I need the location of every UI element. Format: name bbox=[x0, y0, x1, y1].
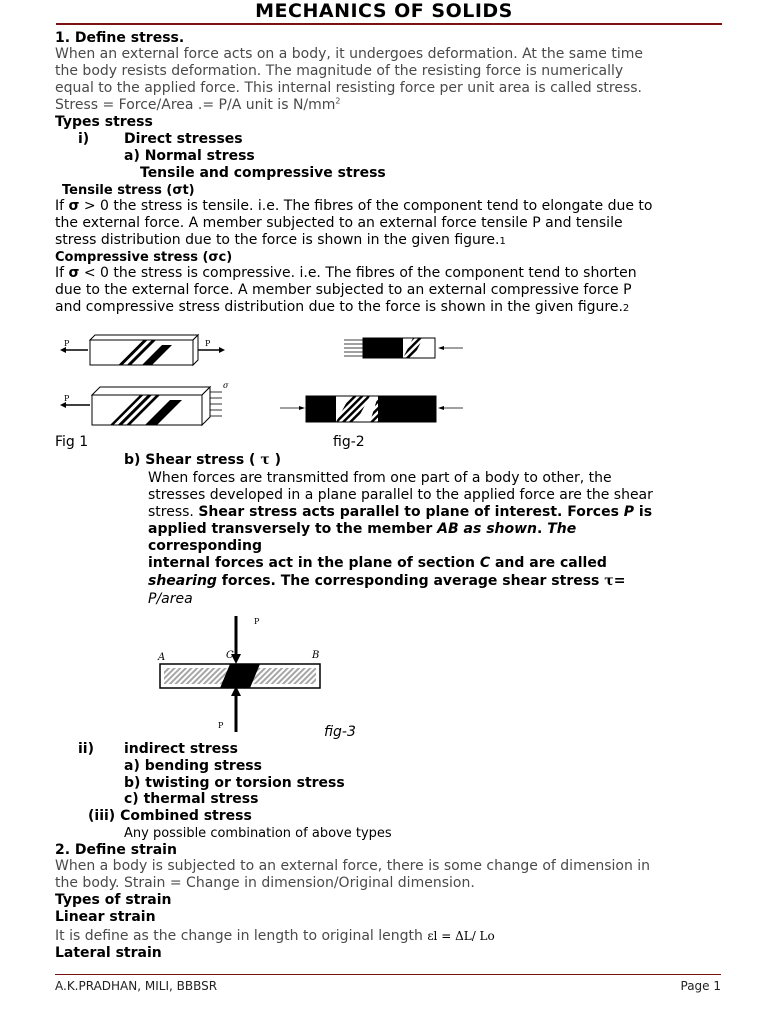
compressive-stress-heading: Compressive stress (σc) bbox=[55, 250, 233, 265]
strain-paragraph-line-1: When a body is subjected to an external force, there is some change of dimension in bbox=[55, 858, 651, 874]
text: It is define as the change in length to original length bbox=[55, 928, 428, 944]
figure-ref: 2 bbox=[622, 303, 630, 314]
text: and compressive stress distribution due to the force is shown in the given figure. bbox=[55, 299, 623, 315]
text: < 0 the stress is compressive. i.e. The fibres of the component tend to shorten bbox=[79, 265, 637, 281]
bending-stress-item: a) bending stress bbox=[124, 758, 262, 774]
text: . bbox=[537, 521, 548, 537]
page-number: Page 1 bbox=[680, 979, 721, 993]
text: forces. The corresponding average shear stress bbox=[216, 573, 605, 589]
text: P bbox=[623, 504, 635, 520]
superscript: 2 bbox=[335, 96, 341, 106]
normal-stress-item: a) Normal stress bbox=[124, 148, 255, 164]
force-label: P bbox=[218, 721, 224, 730]
direct-stress-text: Direct stresses bbox=[124, 131, 243, 147]
stress-formula: Stress = Force/Area .= P/A unit is N/mm bbox=[55, 97, 336, 113]
figure-ref: 1 bbox=[499, 236, 506, 247]
indirect-stress-text: indirect stress bbox=[124, 741, 238, 757]
types-strain-heading: Types of strain bbox=[55, 892, 172, 908]
compressive-line-1 bbox=[55, 265, 637, 282]
text: = bbox=[613, 573, 626, 589]
tensile-line-3 bbox=[55, 232, 506, 250]
types-stress-heading: Types stress bbox=[55, 114, 153, 130]
linear-strain-text bbox=[55, 928, 495, 945]
thermal-stress-item: c) thermal stress bbox=[124, 791, 259, 807]
figure-2-caption: fig-2 bbox=[333, 434, 365, 450]
figure-1-caption: Fig 1 bbox=[55, 434, 89, 450]
figure-3-caption: fig-3 bbox=[324, 724, 356, 740]
text: applied transversely to the member bbox=[148, 521, 438, 537]
document-title: MECHANICS OF SOLIDS bbox=[255, 0, 513, 22]
footer-rule bbox=[55, 974, 721, 975]
stress-distribution-arrows bbox=[344, 340, 363, 356]
stress-paragraph-line-3: equal to the applied force. This internal resisting force per unit area is called stress. bbox=[55, 80, 642, 96]
compressed-region bbox=[306, 396, 336, 422]
tau-symbol: τ bbox=[260, 452, 270, 468]
bar-side bbox=[193, 335, 198, 365]
force-label: P bbox=[254, 617, 260, 626]
linear-strain-formula: εl = ΔL/ Lo bbox=[427, 929, 495, 943]
text: b) Shear stress ( bbox=[124, 452, 261, 468]
text: If bbox=[55, 198, 69, 214]
stress-heading: 1. Define stress. bbox=[55, 30, 185, 46]
arrow-head bbox=[299, 406, 305, 410]
section-c-label: C bbox=[226, 650, 234, 661]
point-a-label: A bbox=[158, 652, 166, 663]
title-underline bbox=[56, 23, 722, 25]
arrow-head bbox=[219, 347, 225, 353]
text: When an external force acts on a body, it undergoes deformation. At the same time bbox=[55, 46, 643, 62]
force-label: P bbox=[64, 339, 70, 348]
text: The bbox=[547, 521, 577, 537]
strain-paragraph-line-2: the body. Strain = Change in dimension/Original dimension. bbox=[55, 875, 475, 891]
stress-paragraph-line-2: the body resists deformation. The magnitude of the resisting force is numerically bbox=[55, 63, 624, 79]
arrow-head bbox=[438, 346, 444, 350]
figure-2-compressive bbox=[278, 330, 468, 430]
shear-stress-heading bbox=[124, 452, 281, 469]
shear-line-3 bbox=[148, 504, 652, 521]
compressive-line-2: due to the external force. A member subjected to an external compressive force P bbox=[55, 282, 632, 298]
linear-strain-heading: Linear strain bbox=[55, 909, 156, 925]
compressed-region bbox=[363, 338, 403, 358]
combined-stress-heading: (iii) Combined stress bbox=[88, 808, 252, 824]
page-footer bbox=[55, 979, 721, 993]
indirect-stress-label: ii) bbox=[78, 741, 94, 757]
arrow-head bbox=[438, 406, 444, 410]
shear-line-8: P/area bbox=[148, 591, 193, 607]
text: If bbox=[55, 265, 69, 281]
stress-distribution-arrows bbox=[210, 392, 222, 416]
combined-stress-desc: Any possible combination of above types bbox=[124, 826, 392, 841]
shear-line-7 bbox=[148, 573, 625, 590]
tau-symbol: τ bbox=[604, 573, 614, 589]
bar-top-face bbox=[90, 335, 198, 340]
text: stress. bbox=[148, 504, 199, 520]
text: internal forces act in the plane of section bbox=[148, 555, 480, 571]
text: is bbox=[634, 504, 653, 520]
stress-formula-line bbox=[55, 97, 341, 114]
text: shearing bbox=[148, 573, 217, 589]
stress-paragraph-line-1 bbox=[55, 46, 721, 63]
text: ) bbox=[269, 452, 282, 468]
shear-line-4 bbox=[148, 521, 576, 538]
tensile-compressive-item: Tensile and compressive stress bbox=[140, 165, 386, 181]
bar-top-face bbox=[92, 387, 210, 395]
shear-line-1: When forces are transmitted from one part of a body to other, the bbox=[148, 470, 612, 486]
text: > 0 the stress is tensile. i.e. The fibres of the component tend to elongate due to bbox=[79, 198, 653, 214]
tensile-stress-heading: Tensile stress (σt) bbox=[62, 183, 195, 198]
tensile-line-2: the external force. A member subjected to an external force tensile P and tensile bbox=[55, 215, 623, 231]
figure-3-shear bbox=[150, 612, 330, 737]
lateral-strain-heading: Lateral strain bbox=[55, 945, 162, 961]
text: Shear stress acts parallel to plane of interest. Forces bbox=[198, 504, 624, 520]
text: and are called bbox=[490, 555, 607, 571]
torsion-stress-item: b) twisting or torsion stress bbox=[124, 775, 345, 791]
text: stress distribution due to the force is shown in the given figure. bbox=[55, 232, 500, 248]
tensile-line-1 bbox=[55, 198, 652, 215]
shear-line-6 bbox=[148, 555, 607, 572]
point-b-label: B bbox=[312, 650, 320, 661]
shear-line-5: corresponding bbox=[148, 538, 262, 554]
force-label: P bbox=[205, 339, 211, 348]
sigma-symbol: σ bbox=[68, 198, 80, 214]
direct-stress-label: i) bbox=[78, 131, 90, 147]
text: AB as shown bbox=[437, 521, 538, 537]
text: C bbox=[479, 555, 491, 571]
force-label: P bbox=[64, 394, 70, 403]
compressive-line-3 bbox=[55, 299, 629, 317]
footer-author: A.K.PRADHAN, MILI, BBBSR bbox=[55, 979, 218, 993]
figure-1-tensile bbox=[60, 330, 230, 430]
strain-heading: 2. Define strain bbox=[55, 842, 177, 858]
shear-line-2: stresses developed in a plane parallel to the applied force are the shear bbox=[148, 487, 653, 503]
sigma-label: σ bbox=[223, 381, 229, 390]
sigma-symbol: σ bbox=[68, 265, 80, 281]
